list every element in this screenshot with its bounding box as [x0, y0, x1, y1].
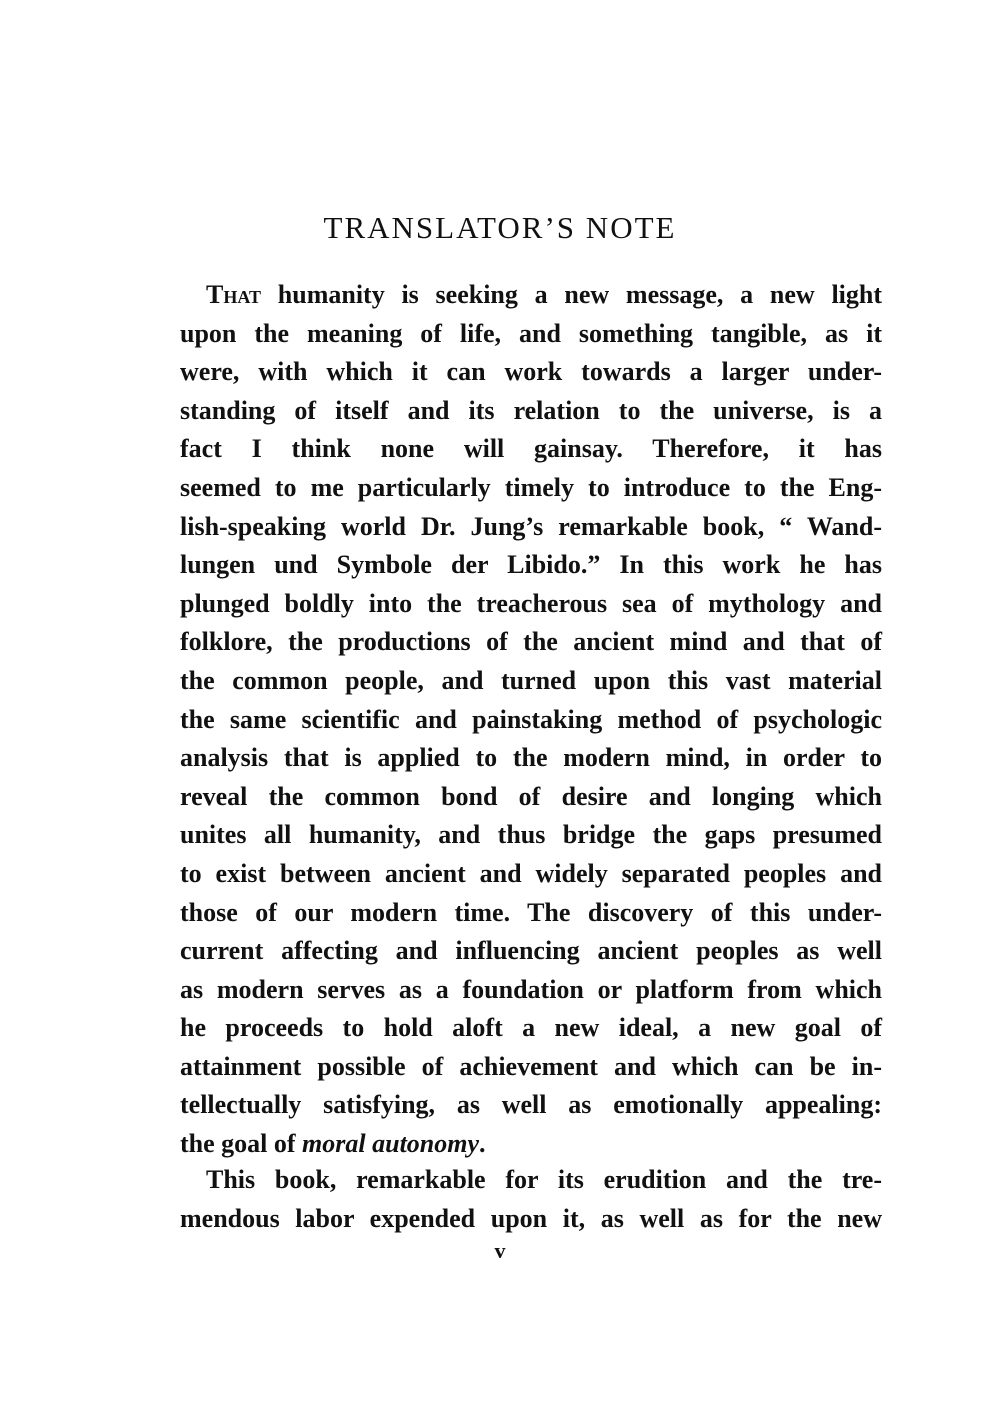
- text-line: upon the meaning of life, and something tangible, as it: [180, 318, 882, 348]
- line-text: the goal of: [180, 1129, 296, 1159]
- text-line: lish-speaking world Dr. Jung’s remarkable book, “ Wand-: [180, 511, 882, 541]
- text-line: [180, 276, 882, 315]
- text-line: as modern serves as a foundation or platform from which: [180, 974, 882, 1004]
- line-text: .: [479, 1129, 486, 1159]
- text-line: current affecting and influencing ancient peoples as well: [180, 936, 882, 966]
- text-line: This book, remarkable for its erudition and the tre-: [206, 1165, 882, 1194]
- text-line: unites all humanity, and thus bridge the gaps presumed: [180, 820, 882, 850]
- text-line: analysis that is applied to the modern mind, in order to: [180, 743, 882, 773]
- paragraph-1: [180, 276, 882, 1164]
- emphasis-text: moral autonomy: [302, 1129, 480, 1159]
- page-number: v: [494, 1238, 506, 1263]
- text-line: those of our modern time. The discovery of this under-: [180, 897, 882, 927]
- text-line: seemed to me particularly timely to introduce to the Eng-: [180, 472, 882, 502]
- text-line: mendous labor expended upon it, as well as for the new: [180, 1203, 882, 1233]
- text-line: he proceeds to hold aloft a new ideal, a new goal of: [180, 1013, 882, 1043]
- text-line: folklore, the productions of the ancient mind and that of: [180, 627, 882, 657]
- text-line: the same scientific and painstaking method of psychologic: [180, 704, 882, 734]
- text-line: fact I think none will gainsay. Therefore, it has: [180, 434, 882, 464]
- text-line: plunged boldly into the treacherous sea of mythology and: [180, 588, 882, 618]
- first-word: That: [206, 280, 262, 309]
- text-line: standing of itself and its relation to the universe, is a: [180, 395, 882, 425]
- text-line: attainment possible of achievement and which can be in-: [180, 1051, 882, 1081]
- page-title: TRANSLATOR’S NOTE: [323, 210, 677, 245]
- text-line: to exist between ancient and widely separated peoples and: [180, 858, 882, 888]
- text-line: the common people, and turned upon this vast material: [180, 665, 882, 695]
- text-line: reveal the common bond of desire and longing which: [180, 781, 882, 811]
- text-line: tellectually satisfying, as well as emotionally appealing:: [180, 1090, 882, 1120]
- text-line: lungen und Symbole der Libido.” In this work he has: [180, 550, 882, 580]
- paragraph-2: [180, 1161, 882, 1238]
- text-line: were, with which it can work towards a larger under-: [180, 357, 882, 387]
- text-line: [180, 1125, 882, 1164]
- line-text: humanity is seeking a new message, a new light: [277, 280, 883, 309]
